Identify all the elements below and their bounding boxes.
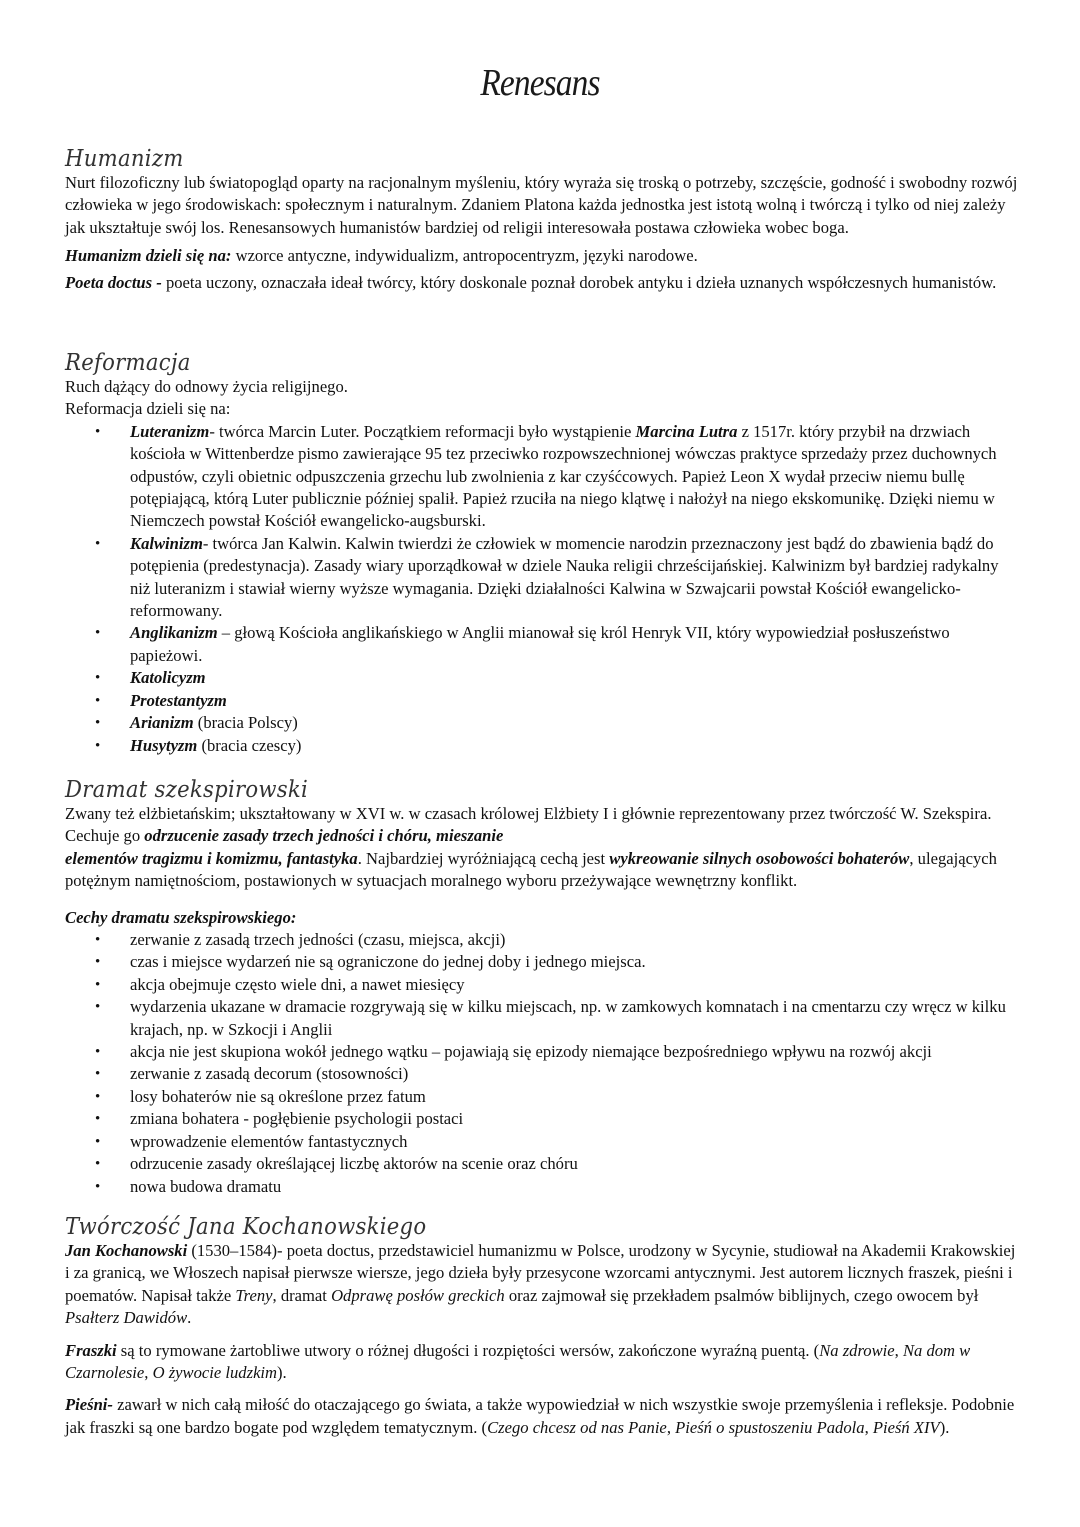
list-item: • Protestantyzm [130, 690, 1020, 712]
section-heading: Twórczość Jana Kochanowskiego [65, 1214, 427, 1240]
list-item: • Luteranizm- twórca Marcin Luter. Początkiem reformacji było wystąpienie Marcina Lutra z 1517r. który przybił na drzwiach kościoła w Wittenberdze pismo zawierające 95 tez przeciwko rozpowszechnionej wówczas praktyce sprzedaży przez duchownych odpustów, czyli obietnic odpuszczenia grzechu lub zwolnienia z kar czyśćcowych. Papież Leon X wydał przeciw niemu bullę potępiającą, którą Luter publicznie później spalił. Papież rzuciła na niego klątwę i nałożył na niego ekskomunikę. Dzięki niemu w Niemczech powstał Kościół ewangelicko-augsburski. [130, 421, 1020, 533]
section-heading: Dramat szekspirowski [65, 777, 309, 803]
list-item: • Kalwinizm- twórca Jan Kalwin. Kalwin twierdzi że człowiek w momencie narodzin przeznaczony jest bądź do zbawienia bądź do potępienia (predestynacja). Zasady wiary uporządkował w dziele Nauka religii chrześcijańskiej. Kalwinizm był bardziej radykalny niż luteranizm i stawiał wierny wyższe wymagania. Dzięki działalności Kalwina w Szwajcarii powstał Kościół ewangelicko-reformowany. [130, 533, 1020, 623]
section-heading: Reformacja [65, 350, 191, 376]
term: Poeta doctus - [65, 272, 162, 292]
paragraph: Zwany też elżbietańskim; ukształtowany w XVI w. w czasach królowej Elżbiety I i głównie reprezentowany przez twórczość W. Szekspira. Cechuje go odrzucenie zasady trzech jedności i chóru, mieszanie elementów tragizmu i komizmu, fantastyka. Najbardziej wyróżniającą cechą jest wykreowanie silnych osobowości bohaterów, ulegających potężnym namiętnościom, postawionych w sytuacjach moralnego wyboru przeżywające wewnętrzny konflikt. [65, 804, 997, 891]
list-item: • zerwanie z zasadą decorum (stosowności) [130, 1063, 1020, 1085]
list-item: • akcja nie jest skupiona wokół jednego wątku – pojawiają się epizody niemające bezpośredniego wpływu na rozwój akcji [130, 1041, 1020, 1063]
features-list [65, 929, 1020, 1198]
paragraph: Ruch dążący do odnowy życia religijnego. [65, 377, 348, 396]
list-item: • Husytyzm (bracia czescy) [130, 735, 1020, 757]
list-item: • Anglikanizm – głową Kościoła anglikańskiego w Anglii mianował się król Henryk VII, który wypowiedział posłuszeństwo papieżowi. [130, 622, 1020, 667]
list-item: • losy bohaterów nie są określone przez fatum [130, 1086, 1020, 1108]
section-humanizm [65, 146, 1020, 294]
paragraph: Pieśni- zawarł w nich całą miłość do otaczającego go świata, a także wypowiedział w nich wszystkie swoje przemyślenia i refleksje. Podobnie jak fraszki są one bardzo bogate pod względem tematycznym. (Czego chcesz od nas Panie, Pieśń o spustoszeniu Padola, Pieśń XIV). [65, 1395, 1015, 1437]
paragraph: Nurt filozoficzny lub światopogląd oparty na racjonalnym myśleniu, który wyraża się troską o potrzeby, szczęście, godność i swobodny rozwój człowieka w jego środowiskach: społecznym i naturalnym. Zdaniem Platona każda jednostka jest istotą wolną i twórczą i tylko od niej zależy jak ukształtuje swój los. Renesansowych humanistów bardziej od religii interesowała postawa człowieka wobec boga. [65, 173, 1018, 237]
paragraph: Jan Kochanowski (1530–1584)- poeta doctus, przedstawiciel humanizmu w Polsce, urodzony w Sycynie, studiował na Akademii Krakowskiej i za granicą, we Włoszech napisał pierwsze wiersze, jego dzieła były przesycone wzorcami antycznymi. Jest autorem licznych fraszek, pieśni i poematów. Napisał także Treny, dramat Odprawę posłów greckich oraz zajmował się przekładem psalmów biblijnych, czego owocem był Psałterz Dawidów. [65, 1241, 1016, 1328]
section-reformacja [65, 350, 1020, 757]
section-heading: Humanizm [65, 146, 184, 172]
paragraph: Humanizm dzieli się na: wzorce antyczne, indywidualizm, antropocentryzm, języki narodowe. [65, 246, 698, 266]
paragraph: Fraszki są to rymowane żartobliwe utwory o różnej długości i rozpiętości wersów, zakończone wyraźną puentą. (Na zdrowie, Na dom w Czarnolesie, O żywocie ludzkim). [65, 1340, 971, 1383]
section-kochanowski [65, 1214, 1020, 1439]
features-label: Cechy dramatu szekspirowskiego: [65, 907, 297, 927]
list-item: • zerwanie z zasadą trzech jedności (czasu, miejsca, akcji) [130, 929, 1020, 951]
list-item: • wprowadzenie elementów fantastycznych [130, 1131, 1020, 1153]
term: Humanizm dzieli się na: [65, 246, 232, 266]
section-dramat [65, 777, 1020, 1198]
list-item: • odrzucenie zasady określającej liczbę aktorów na scenie oraz chóru [130, 1153, 1020, 1175]
list-item: • Arianizm (bracia Polscy) [130, 712, 1020, 734]
paragraph: Reformacja dzieli się na: [65, 399, 231, 419]
list-item: • nowa budowa dramatu [130, 1176, 1020, 1198]
list-item: • Katolicyzm [130, 667, 1020, 689]
reformation-list [65, 421, 1020, 757]
list-item: • czas i miejsce wydarzeń nie są ograniczone do jednej doby i jednego miejsca. [130, 951, 1020, 973]
list-item: • zmiana bohatera - pogłębienie psychologii postaci [130, 1108, 1020, 1130]
list-item: • wydarzenia ukazane w dramacie rozgrywają się w kilku miejscach, np. w zamkowych komnatach i na cmentarzu czy wręcz w kilku krajach, np. w Szkocji i Anglii [130, 996, 1020, 1041]
document-title: Renesans [480, 62, 600, 104]
paragraph: Poeta doctus - poeta uczony, oznaczała ideał twórcy, który doskonale poznał dorobek antyku i dzieła uznanych współczesnych humanistów. [65, 272, 997, 292]
list-item: • akcja obejmuje często wiele dni, a nawet miesięcy [130, 974, 1020, 996]
